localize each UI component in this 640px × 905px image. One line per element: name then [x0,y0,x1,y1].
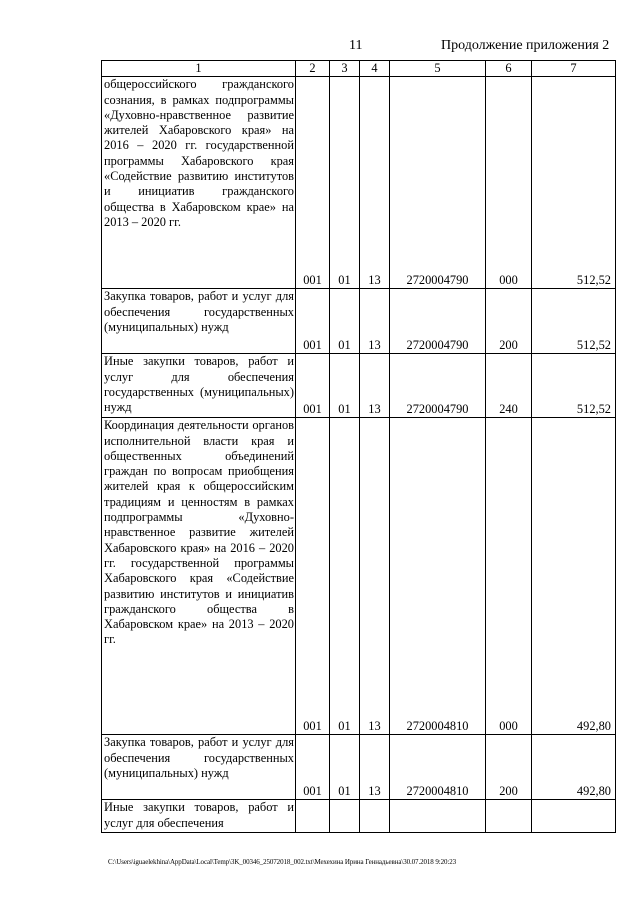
table-row [102,735,616,800]
amount: 512,52 [532,77,616,289]
code-section [330,800,360,833]
code-subsection: 13 [360,289,390,354]
code-section: 01 [330,735,360,800]
code-target: 2720004810 [390,735,486,800]
column-header: 6 [486,61,532,77]
column-header: 4 [360,61,390,77]
footer-file-path: C:\Users\iguaelekhina\AppData\Local\Temp\3K_00346_25072018_002.txt\Мехехина Ирина Геннадьевна\30.07.2018 9:20:23 [108,858,457,866]
table-row [102,77,616,289]
code-target: 2720004790 [390,289,486,354]
code-section: 01 [330,354,360,418]
amount: 512,52 [532,289,616,354]
table-row [102,354,616,418]
code-expense-type: 000 [486,77,532,289]
row-description: общероссийского гражданского сознания, в рамках подпрограммы «Духовно-нравственное развитие жителей Хабаровского края» на 2016 – 2020 гг. государственной программы Хабаровского края «Содействие развитию институтов и инициатив гражданского общества в Хабаровском крае» на 2013 – 2020 гг. [102,77,296,289]
page-number: 11 [349,38,363,53]
row-description: Координация деятельности органов исполнительной власти края и общественных объединений граждан по вопросам приобщения жителей края к общероссийским традициям и ценностям в рамках подпрограммы «Духовно-нравственное развитие жителей Хабаровского края» на 2016 – 2020 гг. государственной программы Хабаровского края «Содействие развитию институтов и инициатив гражданского общества в Хабаровском крае» на 2013 – 2020 гг. [102,418,296,735]
code-section: 01 [330,418,360,735]
code-ministry: 001 [296,418,330,735]
code-expense-type: 200 [486,735,532,800]
column-header: 3 [330,61,360,77]
code-subsection: 13 [360,418,390,735]
amount [532,800,616,833]
code-ministry: 001 [296,77,330,289]
code-target: 2720004790 [390,77,486,289]
table-row [102,800,616,833]
code-expense-type [486,800,532,833]
amount: 512,52 [532,354,616,418]
table-header-row [102,61,616,77]
column-header: 5 [390,61,486,77]
amount: 492,80 [532,418,616,735]
code-target: 2720004790 [390,354,486,418]
column-header: 1 [102,61,296,77]
code-expense-type: 200 [486,289,532,354]
budget-table [101,60,616,833]
code-subsection: 13 [360,735,390,800]
code-target [390,800,486,833]
code-subsection [360,800,390,833]
amount: 492,80 [532,735,616,800]
code-subsection: 13 [360,77,390,289]
table-row [102,289,616,354]
code-expense-type: 240 [486,354,532,418]
appendix-continuation-note: Продолжение приложения 2 [441,38,610,53]
column-header: 7 [532,61,616,77]
row-description: Иные закупки товаров, работ и услуг для обеспечения государственных (муниципальных) нужд [102,354,296,418]
table-row [102,418,616,735]
row-description: Закупка товаров, работ и услуг для обеспечения государственных (муниципальных) нужд [102,735,296,800]
code-section: 01 [330,289,360,354]
code-expense-type: 000 [486,418,532,735]
column-header: 2 [296,61,330,77]
code-subsection: 13 [360,354,390,418]
code-ministry [296,800,330,833]
row-description: Закупка товаров, работ и услуг для обеспечения государственных (муниципальных) нужд [102,289,296,354]
code-ministry: 001 [296,735,330,800]
code-ministry: 001 [296,289,330,354]
row-description: Иные закупки товаров, работ и услуг для обеспечения [102,800,296,833]
code-target: 2720004810 [390,418,486,735]
code-ministry: 001 [296,354,330,418]
code-section: 01 [330,77,360,289]
